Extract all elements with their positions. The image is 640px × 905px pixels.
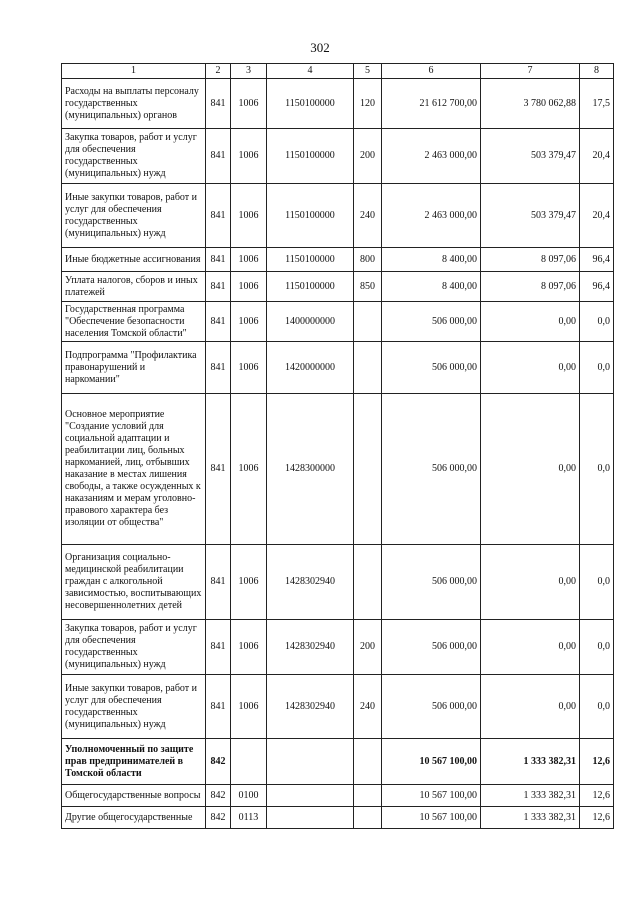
table-row (62, 302, 614, 342)
cell-percent: 0,0 (580, 620, 614, 675)
cell-percent: 96,4 (580, 272, 614, 302)
table-row (62, 342, 614, 394)
cell-percent: 12,6 (580, 807, 614, 829)
cell-expense-type: 800 (354, 248, 382, 272)
budget-table (61, 63, 614, 829)
column-header: 1 (62, 64, 206, 79)
row-name: Закупка товаров, работ и услуг для обеспечения государственных (муниципальных) нужд (62, 129, 206, 184)
cell-section: 0113 (231, 807, 267, 829)
row-name: Основное мероприятие "Создание условий для социальной адаптации и реабилитации лиц, больных наркоманией, лиц, отбывших наказание в местах лишения свободы, а также осужденных к наказаниям и мерам уголовно-правового характера без изоляции от общества" (62, 394, 206, 545)
column-header: 8 (580, 64, 614, 79)
cell-actual: 0,00 (481, 675, 580, 739)
row-name: Государственная программа "Обеспечение безопасности населения Томской области" (62, 302, 206, 342)
cell-percent: 20,4 (580, 184, 614, 248)
cell-plan: 506 000,00 (382, 620, 481, 675)
row-name: Общегосударственные вопросы (62, 785, 206, 807)
row-name: Подпрограмма "Профилактика правонарушений и наркомании" (62, 342, 206, 394)
cell-plan: 8 400,00 (382, 248, 481, 272)
table-row (62, 785, 614, 807)
cell-section: 1006 (231, 272, 267, 302)
cell-target-article: 1420000000 (267, 342, 354, 394)
row-name: Иные закупки товаров, работ и услуг для обеспечения государственных (муниципальных) нужд (62, 675, 206, 739)
cell-plan: 2 463 000,00 (382, 129, 481, 184)
cell-code: 841 (206, 675, 231, 739)
cell-plan: 506 000,00 (382, 342, 481, 394)
cell-percent: 0,0 (580, 545, 614, 620)
cell-target-article (267, 785, 354, 807)
cell-section: 1006 (231, 620, 267, 675)
cell-section: 1006 (231, 129, 267, 184)
column-header: 7 (481, 64, 580, 79)
cell-section (231, 739, 267, 785)
cell-expense-type: 850 (354, 272, 382, 302)
cell-code: 841 (206, 394, 231, 545)
cell-plan: 506 000,00 (382, 545, 481, 620)
cell-target-article: 1150100000 (267, 272, 354, 302)
row-name: Уполномоченный по защите прав предпринимателей в Томской области (62, 739, 206, 785)
cell-actual: 8 097,06 (481, 248, 580, 272)
cell-code: 841 (206, 545, 231, 620)
cell-percent: 17,5 (580, 79, 614, 129)
table-row (62, 807, 614, 829)
cell-expense-type (354, 394, 382, 545)
cell-expense-type: 240 (354, 675, 382, 739)
page-number: 302 (310, 40, 330, 55)
cell-plan: 10 567 100,00 (382, 807, 481, 829)
cell-percent: 0,0 (580, 302, 614, 342)
cell-percent: 12,6 (580, 785, 614, 807)
cell-percent: 0,0 (580, 394, 614, 545)
cell-percent: 96,4 (580, 248, 614, 272)
table-row (62, 394, 614, 545)
cell-section: 0100 (231, 785, 267, 807)
cell-actual: 3 780 062,88 (481, 79, 580, 129)
cell-actual: 0,00 (481, 342, 580, 394)
row-name: Расходы на выплаты персоналу государственных (муниципальных) органов (62, 79, 206, 129)
cell-plan: 10 567 100,00 (382, 785, 481, 807)
cell-actual: 503 379,47 (481, 129, 580, 184)
cell-target-article: 1428302940 (267, 675, 354, 739)
cell-expense-type: 200 (354, 620, 382, 675)
table-row (62, 184, 614, 248)
cell-target-article (267, 807, 354, 829)
cell-target-article (267, 739, 354, 785)
cell-actual: 0,00 (481, 302, 580, 342)
cell-actual: 8 097,06 (481, 272, 580, 302)
cell-actual: 1 333 382,31 (481, 785, 580, 807)
cell-section: 1006 (231, 79, 267, 129)
column-header: 6 (382, 64, 481, 79)
cell-section: 1006 (231, 675, 267, 739)
table-row (62, 79, 614, 129)
cell-code: 842 (206, 807, 231, 829)
cell-code: 841 (206, 248, 231, 272)
table-row (62, 545, 614, 620)
row-name: Организация социально-медицинской реабилитации граждан с алкогольной зависимостью, воспитывающих несовершеннолетних детей (62, 545, 206, 620)
cell-code: 841 (206, 129, 231, 184)
column-header: 5 (354, 64, 382, 79)
header-row (62, 64, 614, 79)
row-name: Другие общегосударственные (62, 807, 206, 829)
table-row (62, 675, 614, 739)
table-row (62, 129, 614, 184)
table-row (62, 272, 614, 302)
cell-plan: 8 400,00 (382, 272, 481, 302)
cell-target-article: 1428302940 (267, 620, 354, 675)
table-row (62, 248, 614, 272)
cell-code: 841 (206, 272, 231, 302)
cell-expense-type: 200 (354, 129, 382, 184)
cell-target-article: 1150100000 (267, 79, 354, 129)
cell-code: 841 (206, 620, 231, 675)
row-name: Уплата налогов, сборов и иных платежей (62, 272, 206, 302)
cell-target-article: 1150100000 (267, 184, 354, 248)
cell-percent: 0,0 (580, 342, 614, 394)
column-header: 3 (231, 64, 267, 79)
cell-plan: 506 000,00 (382, 675, 481, 739)
cell-section: 1006 (231, 184, 267, 248)
cell-code: 841 (206, 302, 231, 342)
cell-actual: 1 333 382,31 (481, 807, 580, 829)
cell-actual: 0,00 (481, 620, 580, 675)
cell-code: 841 (206, 342, 231, 394)
cell-code: 842 (206, 739, 231, 785)
row-name: Иные бюджетные ассигнования (62, 248, 206, 272)
cell-actual: 0,00 (481, 545, 580, 620)
cell-target-article: 1150100000 (267, 129, 354, 184)
row-name: Закупка товаров, работ и услуг для обеспечения государственных (муниципальных) нужд (62, 620, 206, 675)
cell-actual: 0,00 (481, 394, 580, 545)
cell-expense-type: 120 (354, 79, 382, 129)
cell-section: 1006 (231, 248, 267, 272)
cell-code: 841 (206, 184, 231, 248)
cell-code: 841 (206, 79, 231, 129)
cell-section: 1006 (231, 302, 267, 342)
cell-plan: 10 567 100,00 (382, 739, 481, 785)
row-name: Иные закупки товаров, работ и услуг для обеспечения государственных (муниципальных) нужд (62, 184, 206, 248)
cell-actual: 503 379,47 (481, 184, 580, 248)
cell-section: 1006 (231, 394, 267, 545)
cell-percent: 20,4 (580, 129, 614, 184)
table-row (62, 620, 614, 675)
cell-expense-type (354, 739, 382, 785)
cell-plan: 21 612 700,00 (382, 79, 481, 129)
cell-expense-type (354, 342, 382, 394)
column-header: 4 (267, 64, 354, 79)
cell-target-article: 1428302940 (267, 545, 354, 620)
cell-expense-type (354, 302, 382, 342)
cell-expense-type: 240 (354, 184, 382, 248)
cell-section: 1006 (231, 342, 267, 394)
cell-plan: 506 000,00 (382, 394, 481, 545)
cell-actual: 1 333 382,31 (481, 739, 580, 785)
cell-target-article: 1428300000 (267, 394, 354, 545)
cell-expense-type (354, 807, 382, 829)
cell-code: 842 (206, 785, 231, 807)
cell-expense-type (354, 545, 382, 620)
cell-percent: 12,6 (580, 739, 614, 785)
cell-section: 1006 (231, 545, 267, 620)
cell-plan: 2 463 000,00 (382, 184, 481, 248)
column-header: 2 (206, 64, 231, 79)
cell-target-article: 1150100000 (267, 248, 354, 272)
cell-plan: 506 000,00 (382, 302, 481, 342)
table-row (62, 739, 614, 785)
cell-percent: 0,0 (580, 675, 614, 739)
cell-target-article: 1400000000 (267, 302, 354, 342)
cell-expense-type (354, 785, 382, 807)
